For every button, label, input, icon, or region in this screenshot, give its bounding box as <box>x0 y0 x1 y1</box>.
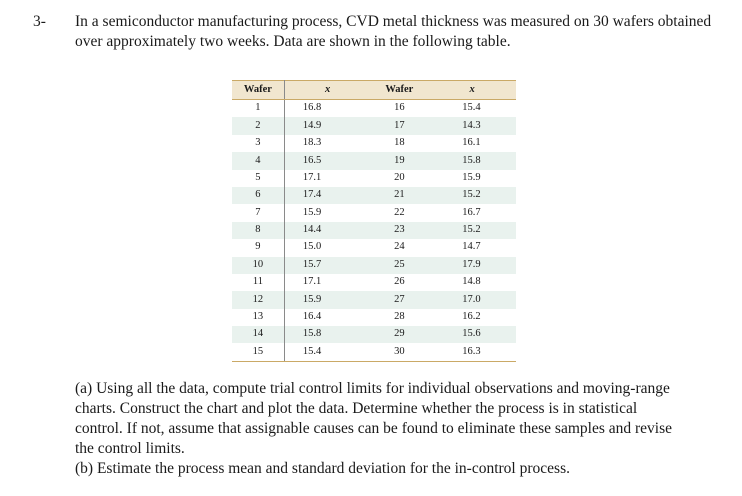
table-row <box>232 343 516 361</box>
cell-wafer-right: 30 <box>370 343 428 361</box>
question-a: (a) Using all the data, compute trial control limits for individual observations and moving-range charts. Construct the chart and plot the data. Determine whether the process is in statistical control. If not, assume that assignable causes can be found to eliminate these samples and revise the control limits. <box>75 380 672 457</box>
table-row <box>232 222 516 239</box>
cell-wafer-right: 24 <box>394 241 405 253</box>
cell-wafer-left: 14 <box>232 326 284 343</box>
table-row <box>232 100 516 118</box>
table-body <box>232 100 516 362</box>
cell-x-right: 15.2 <box>428 187 516 204</box>
cell-wafer-left: 7 <box>232 204 284 221</box>
table-row <box>232 239 516 256</box>
table-row <box>232 274 516 291</box>
cell-x-right: 15.9 <box>462 171 481 183</box>
table-row <box>232 204 516 221</box>
cell-x-right: 16.3 <box>428 343 516 361</box>
problem-statement <box>33 12 713 52</box>
cell-x-right: 16.2 <box>462 311 481 323</box>
cell-x-left: 17.1 <box>302 171 322 183</box>
cell-wafer-left: 13 <box>232 309 284 326</box>
table-row <box>232 291 516 308</box>
cell-x-left: 14.4 <box>284 222 370 239</box>
cell-x-left: 15.9 <box>302 206 322 218</box>
cell-wafer-right: 28 <box>394 311 405 323</box>
cell-wafer-left: 15 <box>232 343 284 361</box>
table-row <box>232 326 516 343</box>
cell-wafer-right: 22 <box>394 206 405 218</box>
cell-x-left: 15.7 <box>284 257 370 274</box>
cell-wafer-right: 29 <box>370 326 428 343</box>
cell-wafer-left: 6 <box>232 187 284 204</box>
cell-x-right: 15.6 <box>428 326 516 343</box>
table-row <box>232 117 516 134</box>
table-row <box>232 170 516 187</box>
cell-x-left: 14.9 <box>284 117 370 134</box>
cell-x-left: 16.5 <box>284 152 370 169</box>
cell-wafer-right: 27 <box>370 291 428 308</box>
cell-wafer-left: 11 <box>232 274 284 291</box>
header-wafer-left: Wafer <box>232 81 284 100</box>
cell-x-left: 16.8 <box>302 102 322 114</box>
cell-x-left: 15.0 <box>302 241 322 253</box>
cell-x-right: 17.9 <box>428 257 516 274</box>
data-table-container <box>232 80 516 362</box>
table-row <box>232 135 516 152</box>
cell-x-right: 15.4 <box>462 102 481 114</box>
cell-wafer-right: 20 <box>394 171 405 183</box>
table-row <box>232 187 516 204</box>
cell-x-right: 16.1 <box>462 137 481 149</box>
table-row <box>232 152 516 169</box>
cell-wafer-left: 1 <box>232 100 284 118</box>
cell-wafer-left: 8 <box>232 222 284 239</box>
cell-wafer-left: 5 <box>232 170 284 187</box>
table-header-row <box>232 81 516 100</box>
cell-x-left: 18.3 <box>302 137 322 149</box>
cell-x-left: 15.4 <box>284 343 370 361</box>
header-wafer-right: Wafer <box>370 81 428 100</box>
cell-wafer-left: 3 <box>232 135 284 152</box>
cell-x-left: 17.1 <box>302 276 322 288</box>
header-x-right: x <box>428 81 516 100</box>
cell-x-right: 16.7 <box>462 206 481 218</box>
table-row <box>232 257 516 274</box>
cell-x-right: 14.3 <box>428 117 516 134</box>
cell-wafer-right: 25 <box>370 257 428 274</box>
cell-wafer-left: 4 <box>232 152 284 169</box>
cell-wafer-right: 26 <box>394 276 405 288</box>
cell-x-left: 17.4 <box>284 187 370 204</box>
question-b: (b) Estimate the process mean and standard deviation for the in-control process. <box>75 460 570 477</box>
cell-x-left: 16.4 <box>302 311 322 323</box>
cell-wafer-left: 12 <box>232 291 284 308</box>
questions <box>75 379 675 479</box>
problem-number: 3- <box>33 13 46 30</box>
cell-x-right: 17.0 <box>428 291 516 308</box>
cell-wafer-right: 18 <box>394 137 405 149</box>
cell-x-left: 15.8 <box>284 326 370 343</box>
cell-wafer-right: 16 <box>394 102 405 114</box>
wafer-thickness-table <box>232 80 516 362</box>
cell-wafer-right: 17 <box>370 117 428 134</box>
cell-wafer-right: 23 <box>370 222 428 239</box>
header-x-left: x <box>284 81 370 100</box>
cell-x-right: 15.2 <box>428 222 516 239</box>
cell-wafer-right: 19 <box>370 152 428 169</box>
cell-x-right: 15.8 <box>428 152 516 169</box>
problem-intro: In a semiconductor manufacturing process, CVD metal thickness was measured on 30 wafers obtained over approximately two weeks. Data are shown in the following table. <box>75 13 712 50</box>
table-row <box>232 309 516 326</box>
cell-wafer-left: 9 <box>232 239 284 256</box>
cell-x-left: 15.9 <box>284 291 370 308</box>
cell-wafer-left: 10 <box>232 257 284 274</box>
cell-wafer-left: 2 <box>232 117 284 134</box>
cell-x-right: 14.7 <box>462 241 481 253</box>
cell-x-right: 14.8 <box>462 276 481 288</box>
cell-wafer-right: 21 <box>370 187 428 204</box>
